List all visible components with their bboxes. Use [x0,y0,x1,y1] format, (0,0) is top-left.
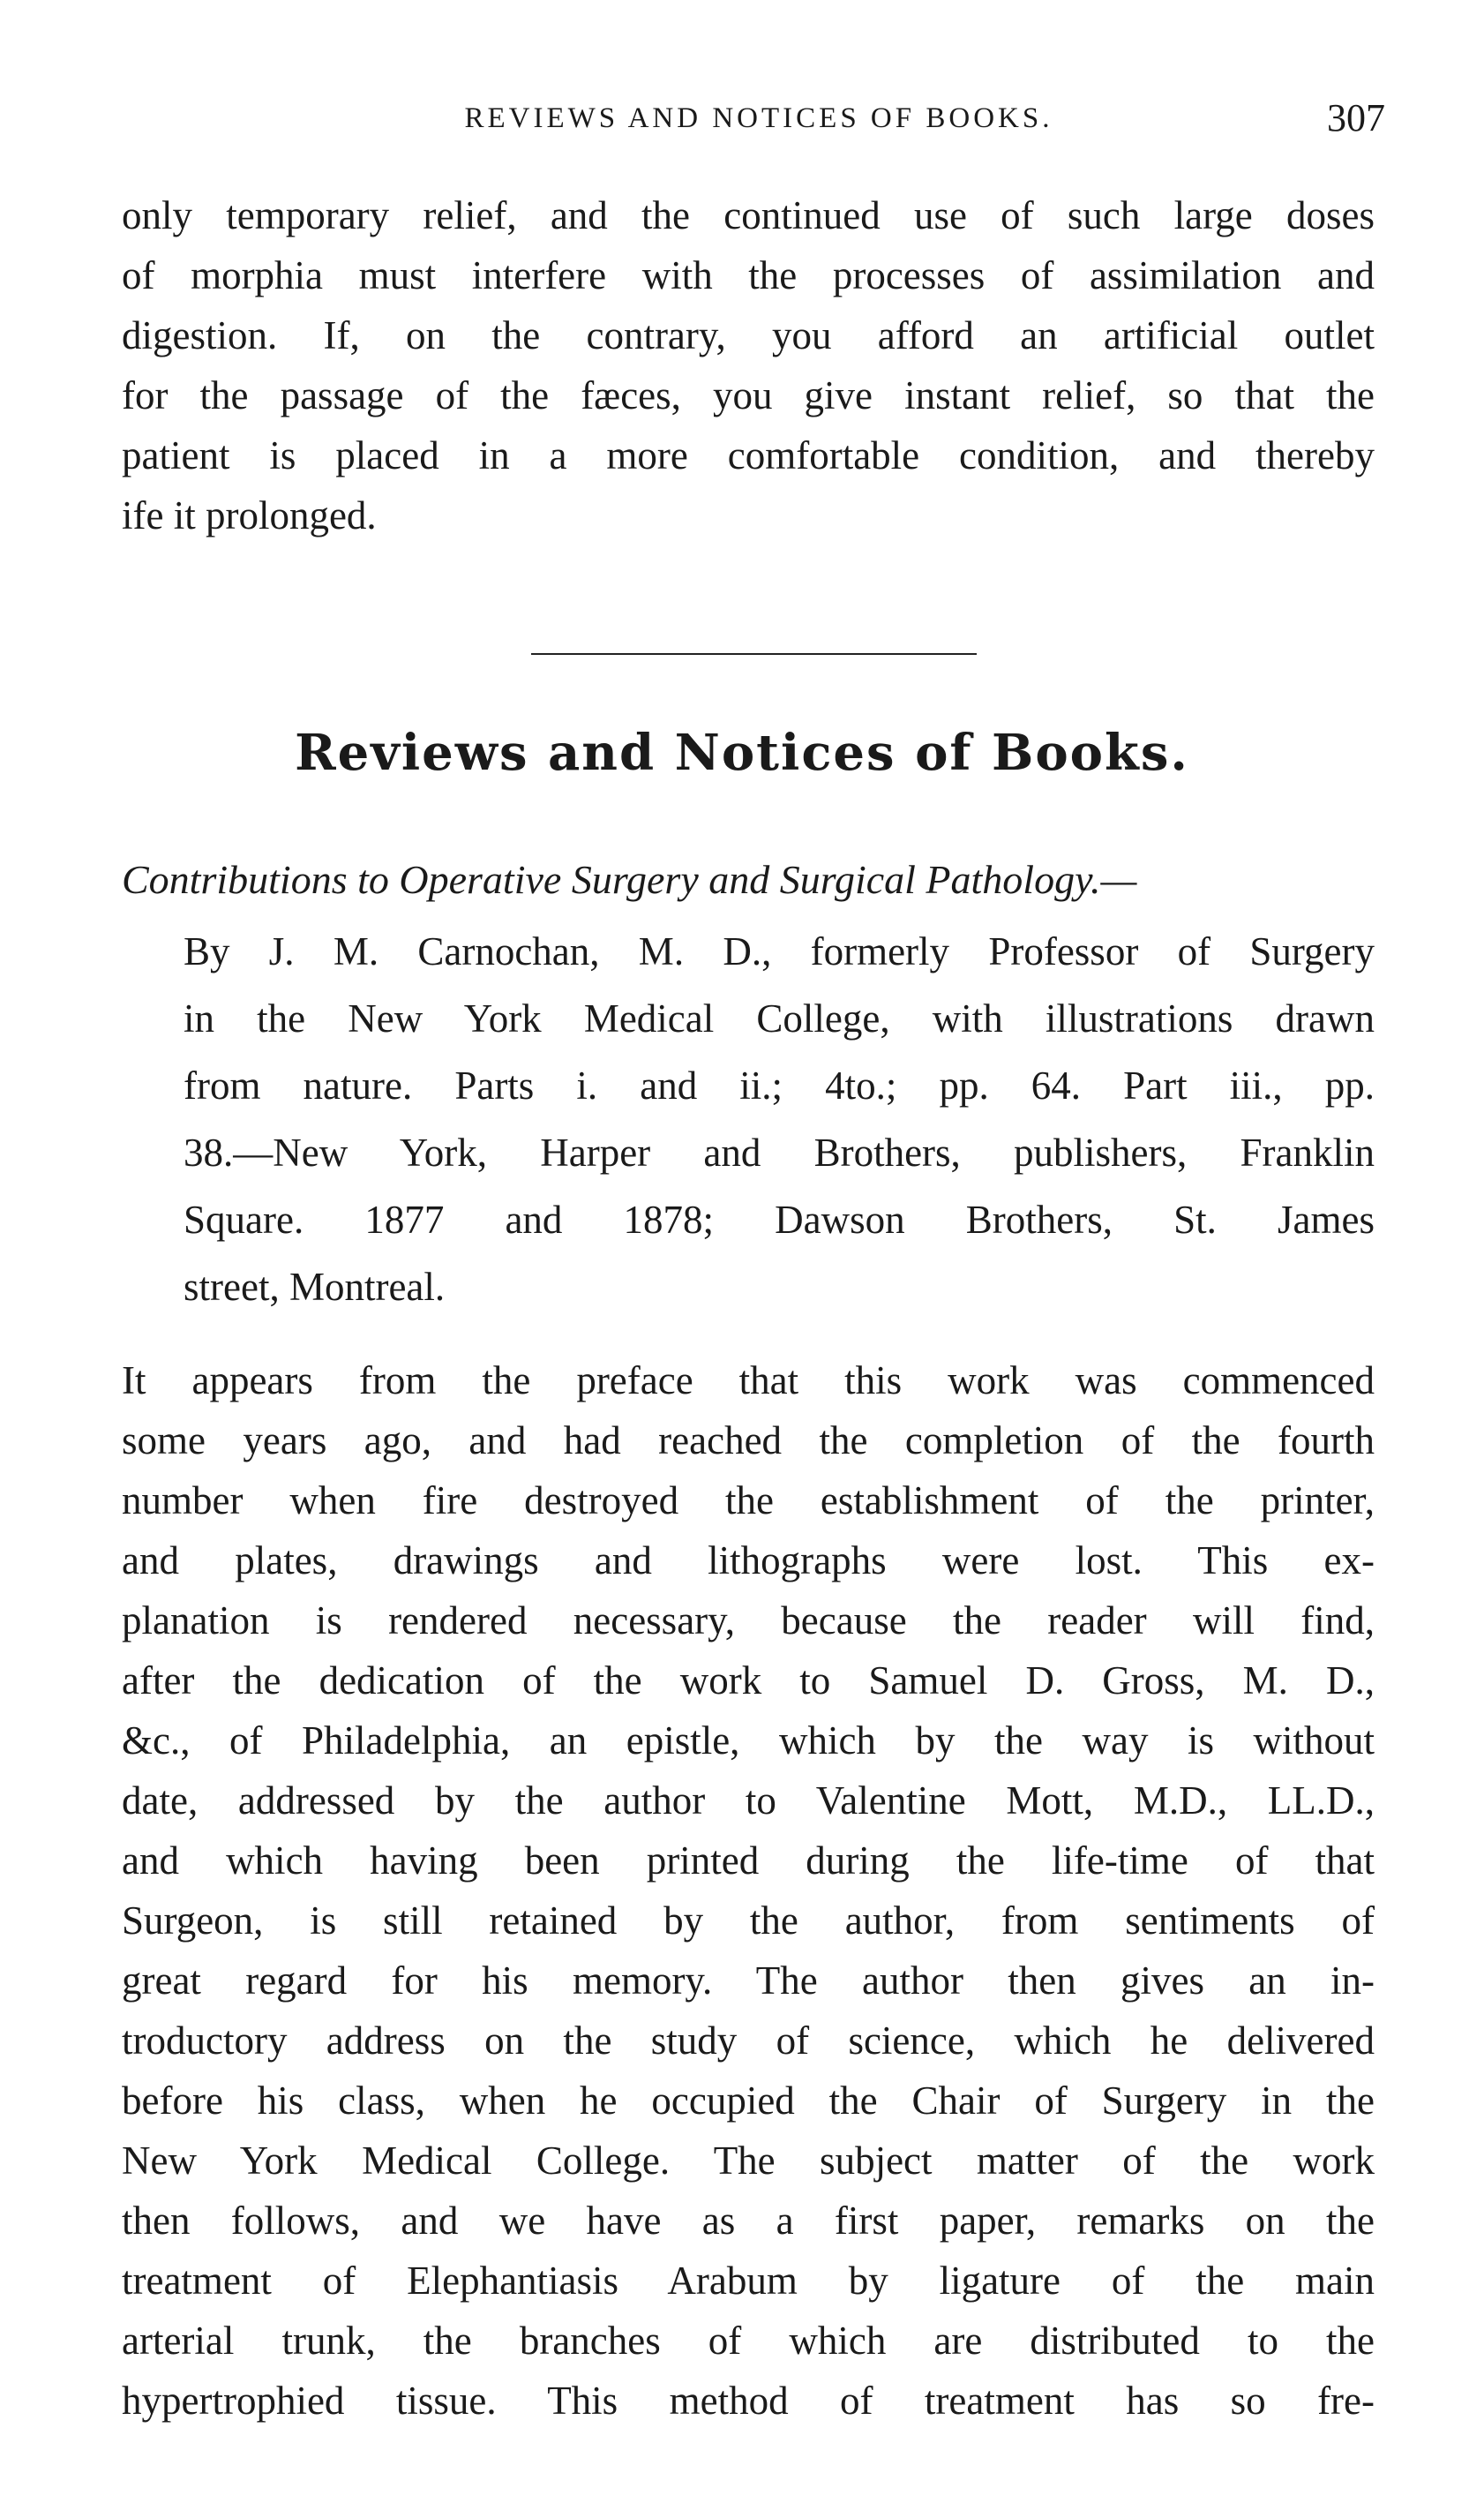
text-line: patient is placed in a more comfortable condition, and thereby [122,433,1375,477]
text-line: hypertrophied tissue. This method of treatment has so fre- [122,2379,1375,2423]
review-paragraph [122,1350,1375,2431]
text-line: date, addressed by the author to Valentine Mott, M.D., LL.D., [122,1778,1375,1823]
citation-line: By J. M. Carnochan, M. D., formerly Professor of Surgery [184,929,1375,973]
text-line: some years ago, and had reached the completion of the fourth [122,1418,1375,1462]
text-line: arterial trunk, the branches of which are distributed to the [122,2319,1375,2363]
text-line: New York Medical College. The subject matter of the work [122,2138,1375,2183]
continuation-paragraph [122,185,1375,545]
text-line: and which having been printed during the life-time of that [122,1838,1375,1883]
text-line: treatment of Elephantiasis Arabum by ligature of the main [122,2259,1375,2303]
text-line: &c., of Philadelphia, an epistle, which by the way is without [122,1718,1375,1763]
text-line: number when fire destroyed the establishment of the printer, [122,1478,1375,1522]
section-heading: Reviews and Notices of Books. [295,724,1189,782]
book-citation [184,918,1375,1320]
citation-line: in the New York Medical College, with illustrations drawn [184,996,1375,1041]
text-line: after the dedication of the work to Samuel D. Gross, M. D., [122,1658,1375,1702]
text-line: and plates, drawings and lithographs were lost. This ex- [122,1538,1375,1582]
section-divider [531,653,977,655]
book-title: Contributions to Operative Surgery and Surgical Pathology.— [122,857,1137,902]
text-line: then follows, and we have as a first paper, remarks on the [122,2199,1375,2243]
page-number: 307 [1327,96,1385,139]
text-line: troductory address on the study of science, which he delivered [122,2018,1375,2063]
text-line: Surgeon, is still retained by the author, from sentiments of [122,1898,1375,1943]
text-line: of morphia must interfere with the processes of assimilation and [122,253,1375,297]
text-line: only temporary relief, and the continued use of such large doses [122,193,1375,237]
running-head [132,95,1385,148]
citation-line: from nature. Parts i. and ii.; 4to.; pp. 64. Part iii., pp. [184,1064,1375,1108]
text-line: It appears from the preface that this work was commenced [122,1358,1375,1402]
citation-line: street, Montreal. [184,1265,446,1309]
text-line: before his class, when he occupied the Chair of Surgery in the [122,2078,1375,2123]
text-line: for the passage of the fæces, you give instant relief, so that the [122,373,1375,417]
text-line: ife it prolonged. [122,493,377,537]
running-title: REVIEWS AND NOTICES OF BOOKS. [464,102,1053,134]
text-line: great regard for his memory. The author then gives an in- [122,1958,1375,2003]
text-line: digestion. If, on the contrary, you afford an artificial outlet [122,313,1375,357]
citation-line: Square. 1877 and 1878; Dawson Brothers, St. James [184,1198,1375,1242]
citation-line: 38.—New York, Harper and Brothers, publishers, Franklin [184,1131,1375,1175]
text-line: planation is rendered necessary, because the reader will find, [122,1598,1375,1642]
